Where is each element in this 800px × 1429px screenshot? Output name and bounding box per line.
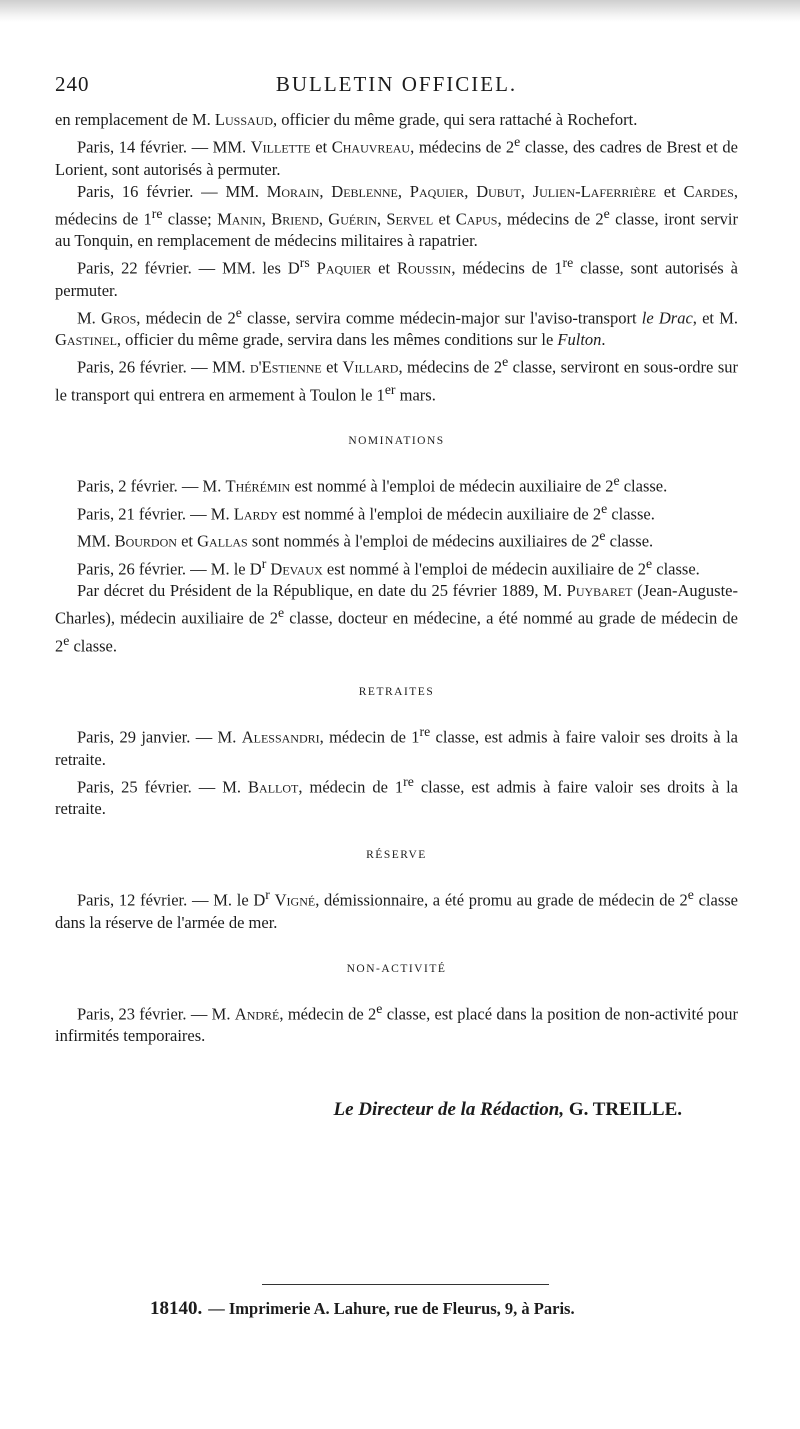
- paragraph-nomination-2-fevrier: Paris, 2 février. — M. Thérémin est nommé à l'emploi de médecin auxiliaire de 2e classe.: [77, 473, 668, 496]
- paragraph-permutation-14-fevrier: Paris, 14 février. — MM. Villette et Chauvreau, médecins de 2e classe, des cadres de Brest et de Lorient, sont autorisés à permuter.: [55, 134, 738, 179]
- main-text: [55, 109, 738, 1121]
- paragraph-nomination-21-fevrier: Paris, 21 février. — M. Lardy est nommé à l'emploi de médecin auxiliaire de 2e classe.: [77, 500, 655, 523]
- paragraph-continued: en remplacement de M. Lussaud, officier du même grade, qui sera rattaché à Rochefort.: [55, 110, 638, 129]
- running-title: BULLETIN OFFICIEL.: [275, 72, 518, 96]
- paragraph-retraite-ballot: Paris, 25 février. — M. Ballot, médecin de 1re classe, est admis à faire valoir ses droits à la retraite.: [55, 773, 738, 818]
- paragraph-tonquin-16-fevrier: Paris, 16 février. — MM. Morain, Deblenne, Paquier, Dubut, Julien-Laferrière et Cardes, médecins de 1re classe; Manin, Briend, Guérin, Servel et Capus, médecins de 2e classe, iront servir au Tonquin, en remplacement de médecins militaires à rapatrier.: [55, 181, 738, 250]
- paragraph-permutation-22-fevrier: Paris, 22 février. — MM. les $D^{rs}$ Paquier et Roussin, médecins de 1re classe, sont autorisés à permuter.: [55, 255, 738, 300]
- signature-name: G. TREILLE.: [568, 1099, 682, 1120]
- footer-rule: [262, 1284, 549, 1285]
- section-title-retraites: RETRAITES: [358, 686, 435, 698]
- paragraph-retraite-alessandri: Paris, 29 janvier. — M. Alessandri, médecin de 1re classe, est admis à faire valoir ses droits à la retraite.: [55, 724, 738, 769]
- paragraph-nomination-bourdon-gallas: MM. Bourdon et Gallas sont nommés à l'emploi de médecins auxiliaires de 2e classe.: [77, 528, 654, 551]
- imprint-text: — Imprimerie A. Lahure, rue de Fleurus, 9, à Paris.: [208, 1299, 575, 1318]
- scan-edge-shadow: [0, 0, 800, 22]
- paragraph-decret-puybaret: Par décret du Président de la République, en date du 25 février 1889, M. Puybaret (Jean-Auguste-Charles), médecin auxiliaire de 2e classe, docteur en médecine, a été nommé au grade de médecin de 2e classe.: [55, 581, 738, 655]
- imprint-line: [150, 1298, 575, 1320]
- page-header: [55, 72, 738, 102]
- paragraph-reserve-vigne: Paris, 12 février. — M. le $D^r$ Vigné, démissionnaire, a été promu au grade de médecin de 2e classe dans la réserve de l'armée de mer.: [55, 887, 738, 932]
- signature-role: Le Directeur de la Rédaction,: [333, 1099, 565, 1120]
- paragraph-nomination-26-fevrier: Paris, 26 février. — M. le $D^r$ Devaux est nommé à l'emploi de médecin auxiliaire de 2e classe.: [77, 555, 700, 578]
- signature: [55, 1099, 738, 1121]
- paragraph-non-activite-andre: Paris, 23 février. — M. André, médecin de 2e classe, est placé dans la position de non-activité pour infirmités temporaires.: [55, 1000, 738, 1045]
- page-number: 240: [55, 72, 90, 96]
- imprint-number: 18140.: [150, 1298, 203, 1319]
- section-title-non-activite: NON-ACTIVITÉ: [346, 962, 447, 975]
- section-title-reserve: RÉSERVE: [366, 849, 427, 861]
- paragraph-aviso-transport: M. Gros, médecin de 2e classe, servira comme médecin-major sur l'aviso-transport le Drac, et M. Gastinel, officier du même grade, servira dans les mêmes conditions sur le Fulton.: [55, 304, 738, 349]
- paragraph-toulon-26-fevrier: Paris, 26 février. — MM. d'Estienne et Villard, médecins de 2e classe, serviront en sous-ordre sur le transport qui entrera en armement à Toulon le 1er mars.: [55, 354, 738, 404]
- section-title-nominations: NOMINATIONS: [348, 435, 445, 447]
